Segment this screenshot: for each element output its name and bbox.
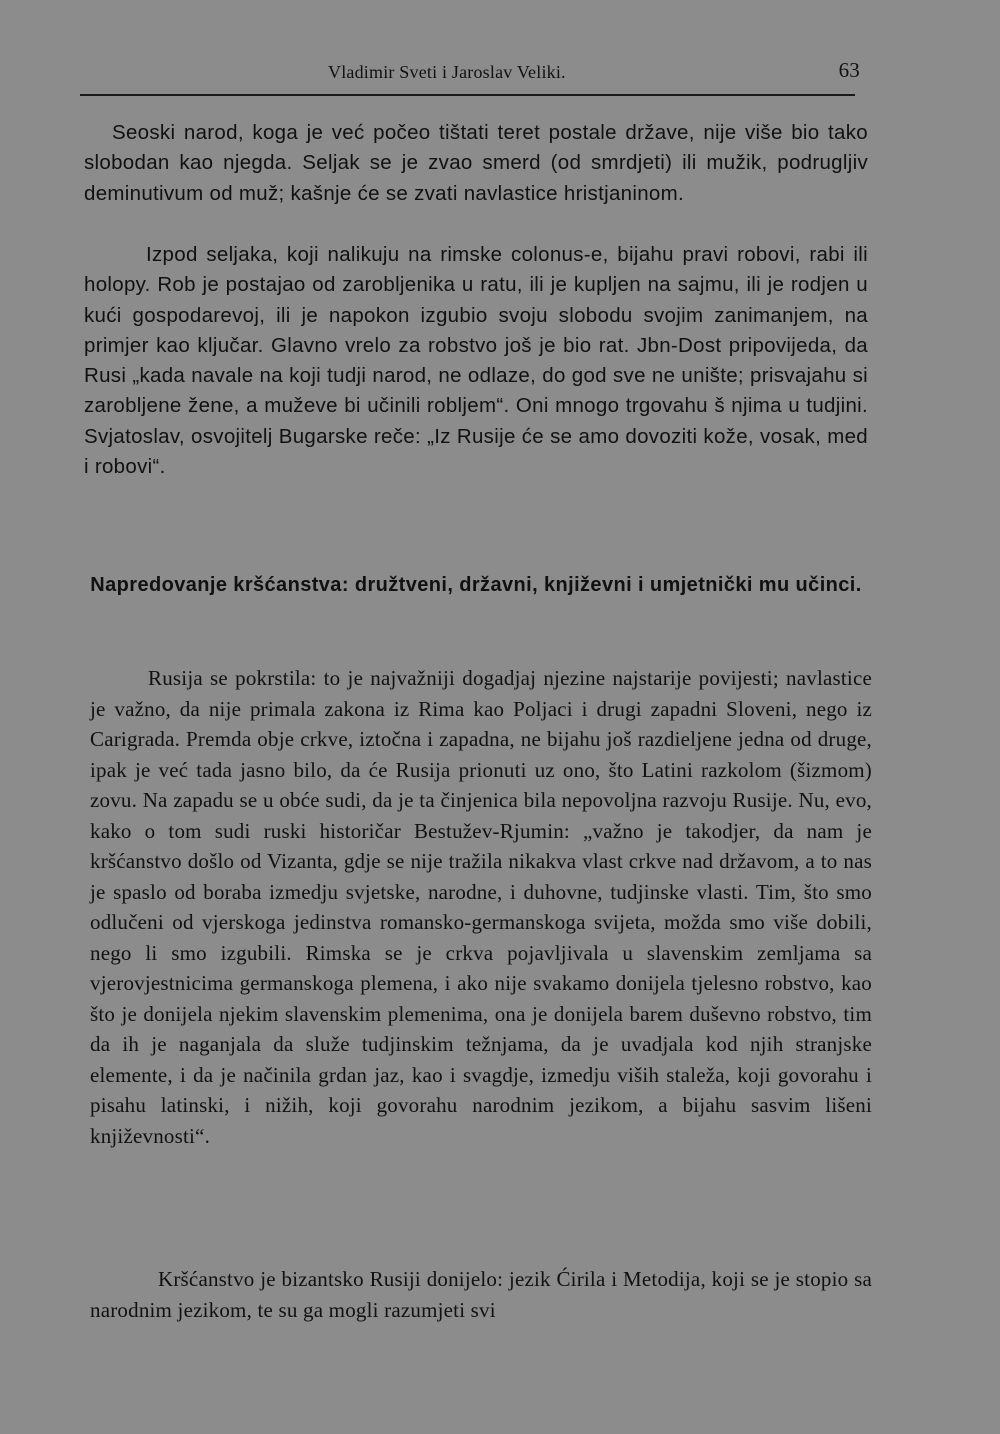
paragraph-4: Kršćanstvo je bizantsko Rusiji donijelo: jezik Ćirila i Metodija, koji se je stopio sa narodnim jezikom, te su ga mogli razumjeti svi [90, 1267, 872, 1322]
page-header [80, 58, 860, 88]
running-title: Vladimir Sveti i Jaroslav Veliki. [328, 62, 566, 82]
page-number: 63 [838, 58, 860, 82]
paragraph-3: Rusija se pokrstila: to je najvažniji dogadjaj njezine najstarije povijesti; navlastice je važno, da nije primala zakona iz Rima kao Poljaci i drugi zapadni Sloveni, nego iz Carigrada. Premda obje crkve, iztočna i zapadna, ne bijahu još razdieljene jedna od druge, ipak je već tada jasno bilo, da će Rusija prionuti uz ono, što Latini razkolom (šizmom) zovu. Na zapadu se u obće sudi, da je ta činjenica bila nepovoljna razvoju Rusije. Nu, evo, kako o tom sudi ruski historičar Bestužev-Rjumin: „važno je takodjer, da nam je kršćanstvo došlo od Vizanta, gdje se nije tražila nikakva vlast crkve nad državom, a to nas je spaslo od boraba izmedju svjetske, narodne, i duhovne, tudjinske vlasti. Tim, što smo odlučeni od vjerskoga jedinstva romansko-germanskoga svijeta, možda smo više dobili, nego li smo izgubili. Rimska se je crkva pojavljivala u slavenskim zemljama sa vjerovjestnicima germanskoga plemena, i ako nije svakamo donijela tjelesno robstvo, kao što je donijela njekim slavenskim plemenima, ona je donijela barem duševno robstvo, tim da ih je naganjala da služe tudjinskim težnjama, da je uvadjala kod njih stranjske elemente, i da je načinila grdan jaz, kao i svagdje, izmedju viših staleža, koji govorahu i pisahu latinski, i nižih, koji govorahu narodnim jezikom, a bijahu sasvim lišeni književnosti“. [90, 666, 872, 1148]
section-heading: Napredovanje kršćanstva: družtveni, državni, književni i umjetnički mu učinci. [90, 574, 862, 596]
paragraph-2: Izpod seljaka, koji nalikuju na rimske colonus-e, bijahu pravi robovi, rabi ili holopy. Rob je postajao od zarobljenika u ratu, ili je kupljen na sajmu, ili je rodjen u kući gospodarevoj, ili je napokon izgubio svoju slobodu svojim zanimanjem, na primjer kao ključar. Glavno vrelo za robstvo još je bio rat. Jbn-Dost pripovijeda, da Rusi „kada navale na koji tudji narod, ne odlaze, do god sve ne unište; prisvajahu si zarobljene žene, a muževe bi učinili robljem“. Oni mnogo trgovahu š njima u tudjini. Svjatoslav, osvojitelj Bugarske reče: „Iz Rusije će se amo dovoziti kože, vosak, med i robovi“. [84, 243, 868, 479]
header-rule [80, 94, 855, 96]
paragraph-1: Seoski narod, koga je već počeo tištati teret postale države, nije više bio tako slobodan kao njegda. Seljak se je zvao smerd (od smrdjeti) ili mužik, podrugljiv deminutivum od muž; kašnje će se zvati navlastice hristjaninom. [84, 121, 868, 205]
